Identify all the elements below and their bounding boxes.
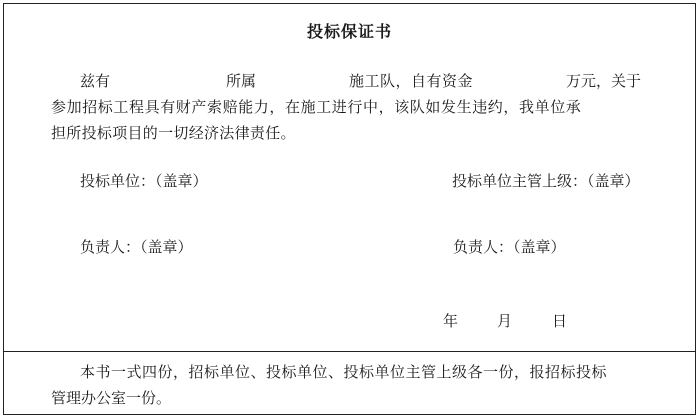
bidder-unit-seal: 投标单位：（盖章） <box>80 172 208 190</box>
date-month: 月 <box>497 312 513 330</box>
footer-note-line-1: 本书一式四份，招标单位、投标单位、投标单位主管上级各一份，报招标投标 <box>80 363 608 381</box>
body-amount-unit: 万元，关于 <box>566 72 642 90</box>
footer-note-line-2: 管理办公室一份。 <box>51 389 172 407</box>
document-border <box>3 3 696 415</box>
body-subordinate: 所属 <box>226 72 257 90</box>
document-title: 投标保证书 <box>307 22 393 41</box>
supervisor-unit-seal: 投标单位主管上级：（盖章） <box>452 172 640 190</box>
body-line-2: 参加招标工程具有财产索赔能力，在施工进行中，该队如发生违约，我单位承 <box>51 98 582 116</box>
body-team-funds: 施工队，自有资金 <box>349 72 474 90</box>
body-prefix: 兹有 <box>80 72 111 90</box>
responsible-person-left: 负责人：（盖章） <box>80 238 193 256</box>
responsible-person-right: 负责人：（盖章） <box>453 238 566 256</box>
date-year: 年 <box>443 312 459 330</box>
footer-divider <box>3 351 696 352</box>
date-day: 日 <box>552 312 568 330</box>
body-line-3: 担所投标项目的一切经济法律责任。 <box>51 124 296 142</box>
